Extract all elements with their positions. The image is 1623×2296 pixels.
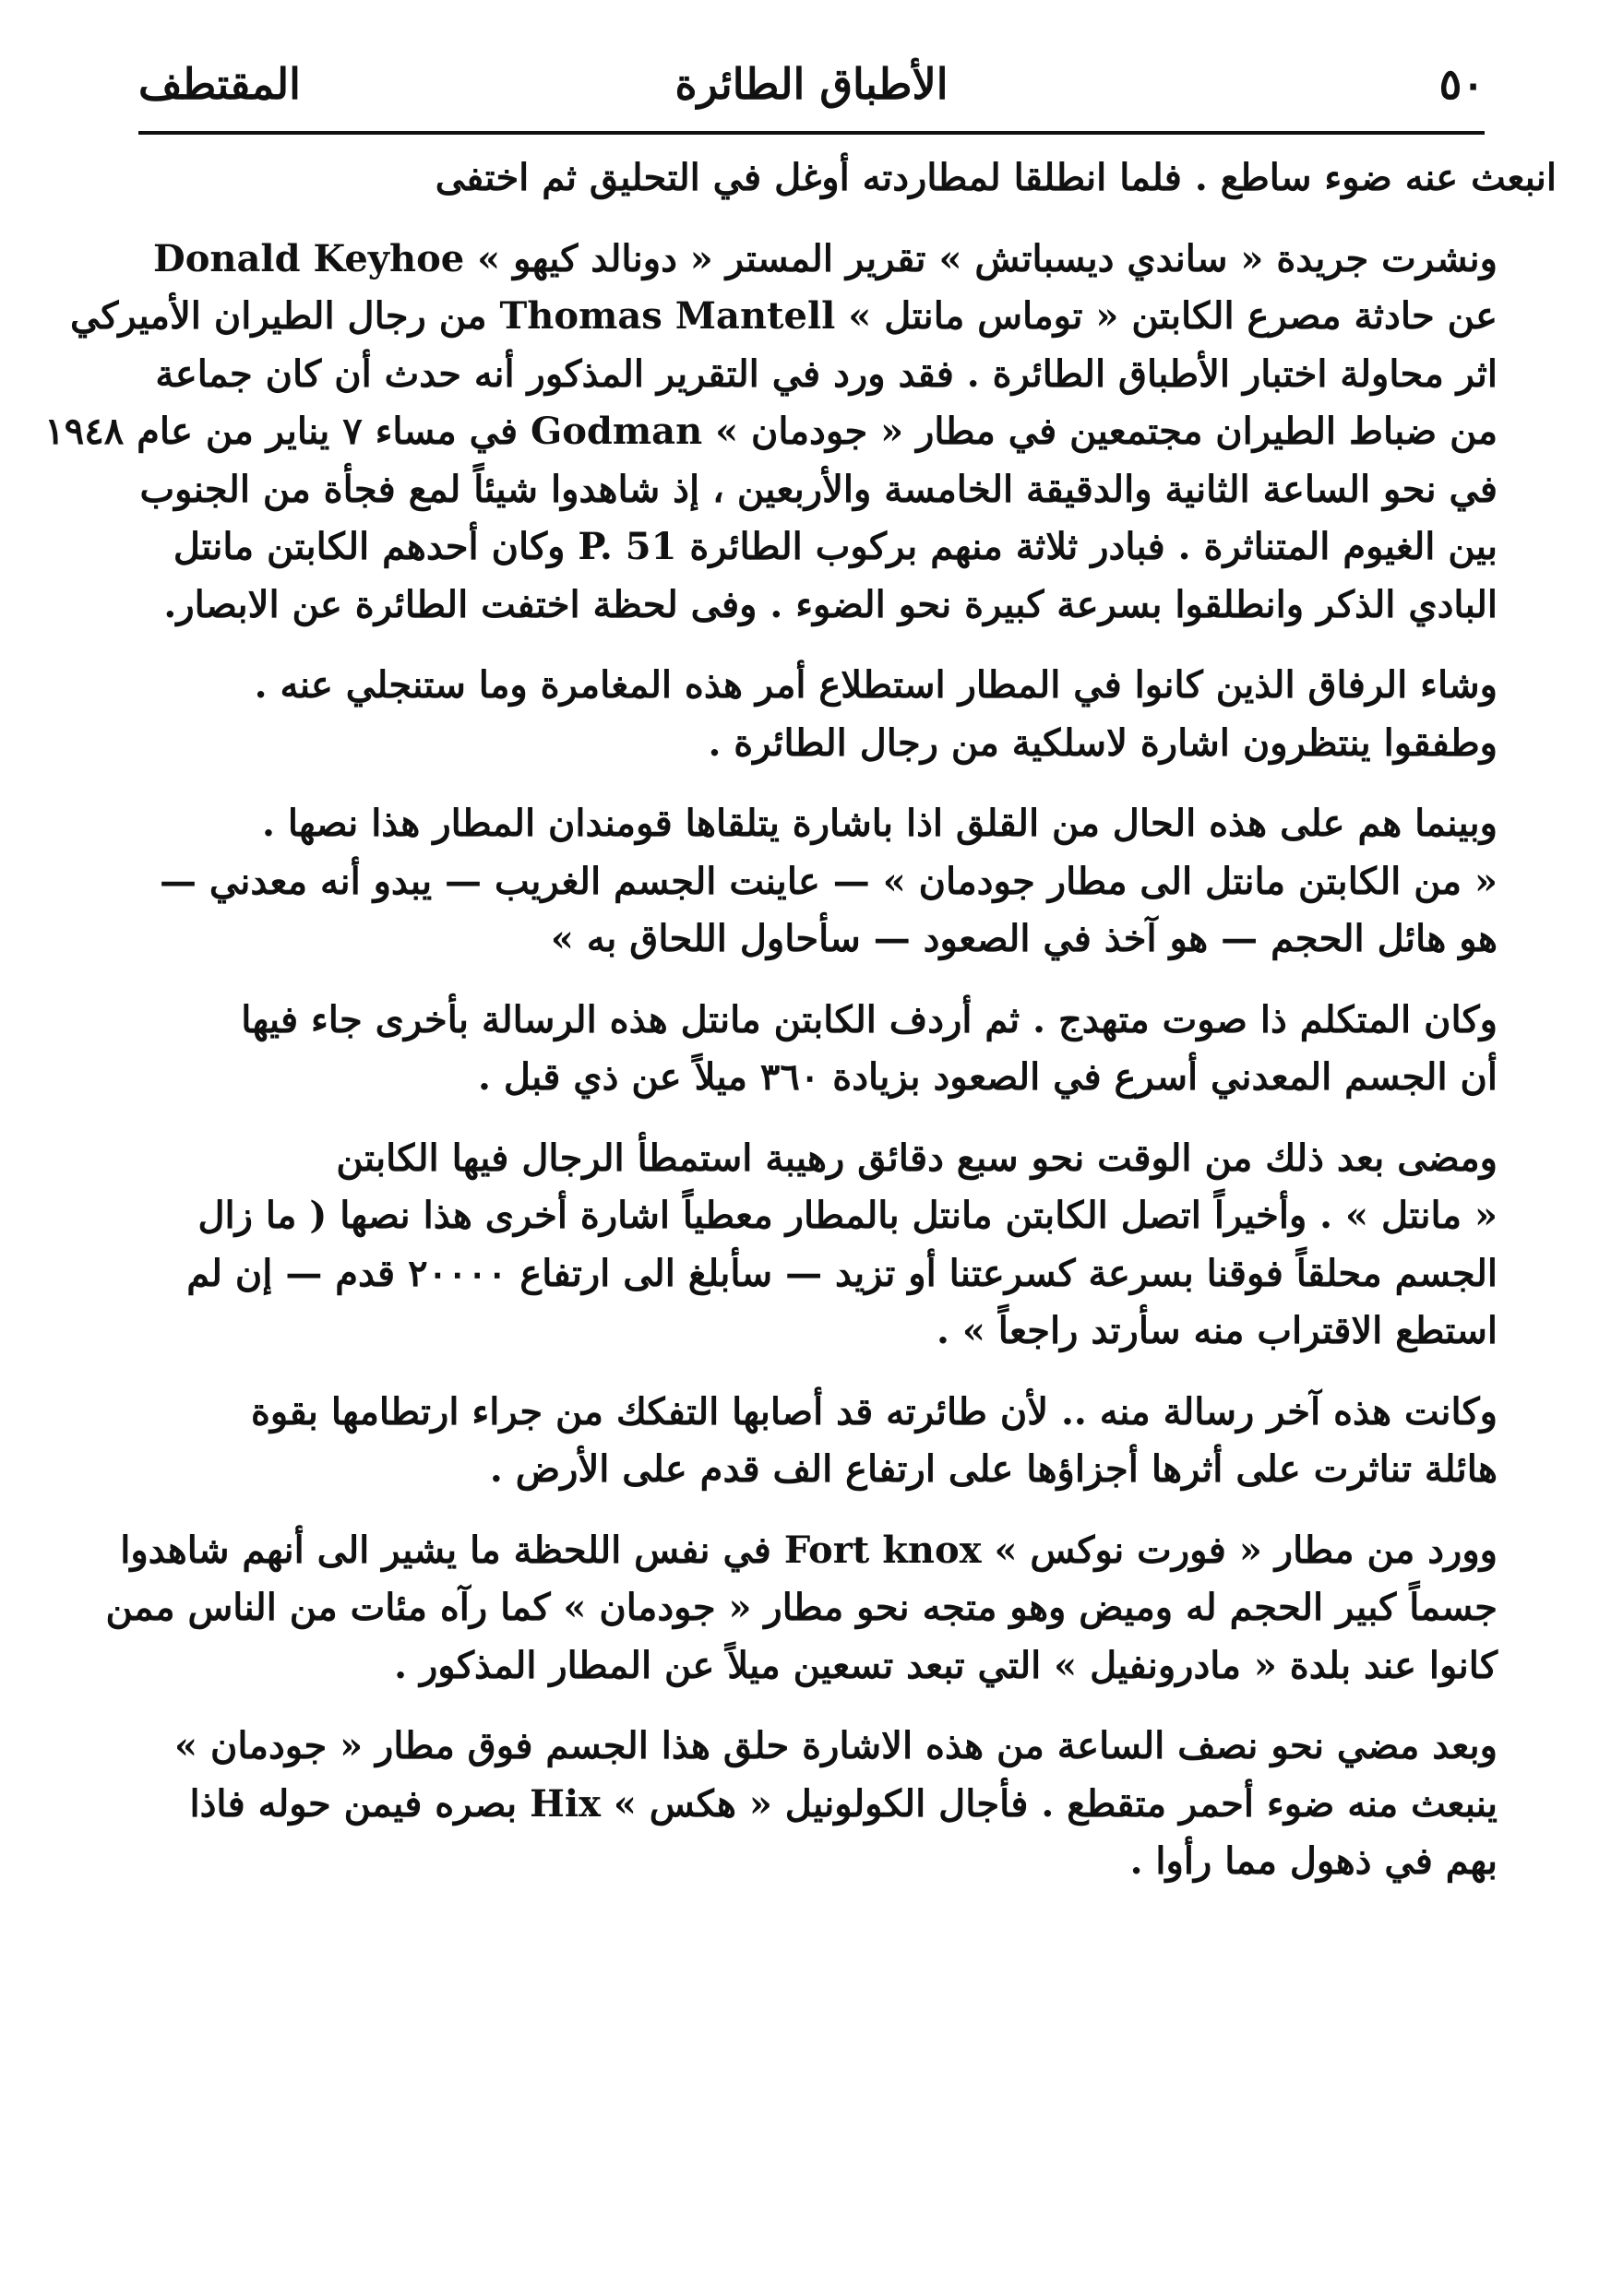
text-line: بهم في ذهول مما رأوا . <box>1129 1839 1498 1883</box>
running-title: الأطباق الطائرة <box>674 59 949 109</box>
text-line: البادي الذكر وانطلقوا بسرعة كبيرة نحو الضوء . وفى لحظة اختفت الطائرة عن الابصار. <box>163 582 1498 626</box>
paragraph <box>66 1522 1557 1695</box>
text-line: الجسم محلقاً فوقنا بسرعة كسرعتنا أو تزيد — سأبلغ الى ارتفاع ٢٠٠٠٠ قدم — إن لم <box>186 1251 1498 1295</box>
text-line: اثر محاولة اختبار الأطباق الطائرة . فقد ورد في التقرير المذكور أنه حدث أن كان جماعة <box>155 351 1498 396</box>
text-line: « من الكابتن مانتل الى مطار جودمان » — عاينت الجسم الغريب — يبدو أنه معدني — <box>159 859 1498 903</box>
text-line: جسماً كبير الحجم له وميض وهو متجه نحو مطار « جودمان » كما رآه مئات من الناس ممن <box>105 1586 1498 1629</box>
journal-name: المقتطف <box>138 59 301 109</box>
text-line: وبعد مضي نحو نصف الساعة من هذه الاشارة حلق هذا الجسم فوق مطار « جودمان » <box>174 1724 1498 1767</box>
text-line: استطع الاقتراب منه سأرتد راجعاً » . <box>937 1309 1498 1352</box>
text-line: وطفقوا ينتظرون اشارة لاسلكية من رجال الطائرة . <box>708 720 1498 765</box>
text-line: كانوا عند بلدة « مادرونفيل » التي تبعد تسعين ميلاً عن المطار المذكور . <box>394 1643 1498 1687</box>
text-line: من ضباط الطيران مجتمعين في مطار « جودمان » Godman في مساء ٧ يناير من عام ١٩٤٨ <box>44 410 1498 453</box>
text-line: بين الغيوم المتناثرة . فبادر ثلاثة منهم بركوب الطائرة P. 51 وكان أحدهم الكابتن مانتل <box>173 525 1498 568</box>
running-head <box>138 44 1485 137</box>
page-number: ٥٠ <box>1438 59 1485 109</box>
text-line: ونشرت جريدة « ساندي ديسباتش » تقرير المستر « دونالد كيهو » Donald Keyhoe <box>153 236 1498 280</box>
text-line: هو هائل الحجم — هو آخذ في الصعود — سأحاول اللحاق به » <box>550 917 1498 960</box>
text-line: ينبعث منه ضوء أحمر متقطع . فأجال الكولونيل « هكس » Hix بصره فيمن حوله فاذا <box>189 1781 1498 1826</box>
paragraph <box>66 992 1557 1107</box>
paragraph <box>66 1130 1557 1361</box>
text-line: « مانتل » . وأخيراً اتصل الكابتن مانتل بالمطار معطياً اشارة أخرى هذا نصها ( ما زال <box>197 1194 1498 1237</box>
paragraph <box>66 657 1557 772</box>
text-line: وشاء الرفاق الذين كانوا في المطار استطلاع أمر هذه المغامرة وما ستنجلي عنه . <box>254 663 1498 707</box>
paragraph <box>66 1384 1557 1499</box>
text-line: وكانت هذه آخر رسالة منه .. لأن طائرته قد أصابها التفكك من جراء ارتطامها بقوة <box>250 1389 1498 1434</box>
article-body <box>44 149 1557 1914</box>
paragraph <box>44 231 1557 635</box>
text-line: أن الجسم المعدني أسرع في الصعود بزيادة ٣٦٠ ميلاً عن ذي قبل . <box>478 1055 1498 1099</box>
header-divider <box>138 131 1485 135</box>
text-line: هائلة تناثرت على أثرها أجزاؤها على ارتفاع الف قدم على الأرض . <box>489 1447 1498 1491</box>
text-line: وبينما هم على هذه الحال من القلق اذا باشارة يتلقاها قومندان المطار هذا نصها . <box>261 802 1498 845</box>
text-line: انبعث عنه ضوء ساطع . فلما انطلقا لمطاردته أوغل في التحليق ثم اختفى <box>435 156 1557 199</box>
paragraph <box>66 1718 1557 1891</box>
text-line: وورد من مطار « فورت نوكس » Fort knox في نفس اللحظة ما يشير الى أنهم شاهدوا <box>120 1528 1498 1572</box>
text-line: عن حادثة مصرع الكابتن « توماس مانتل » Thomas Mantell من رجال الطيران الأميركي <box>70 294 1498 338</box>
paragraph <box>66 795 1557 969</box>
text-line: في نحو الساعة الثانية والدقيقة الخامسة والأربعين ، إذ شاهدوا شيئاً لمع فجأة من الجنوب <box>139 467 1498 511</box>
text-line: ومضى بعد ذلك من الوقت نحو سبع دقائق رهيبة استمطأ الرجال فيها الكابتن <box>336 1136 1498 1180</box>
text-line: وكان المتكلم ذا صوت متهدج . ثم أردف الكابتن مانتل هذه الرسالة بأخرى جاء فيها <box>241 997 1498 1041</box>
paragraph <box>66 149 1557 208</box>
